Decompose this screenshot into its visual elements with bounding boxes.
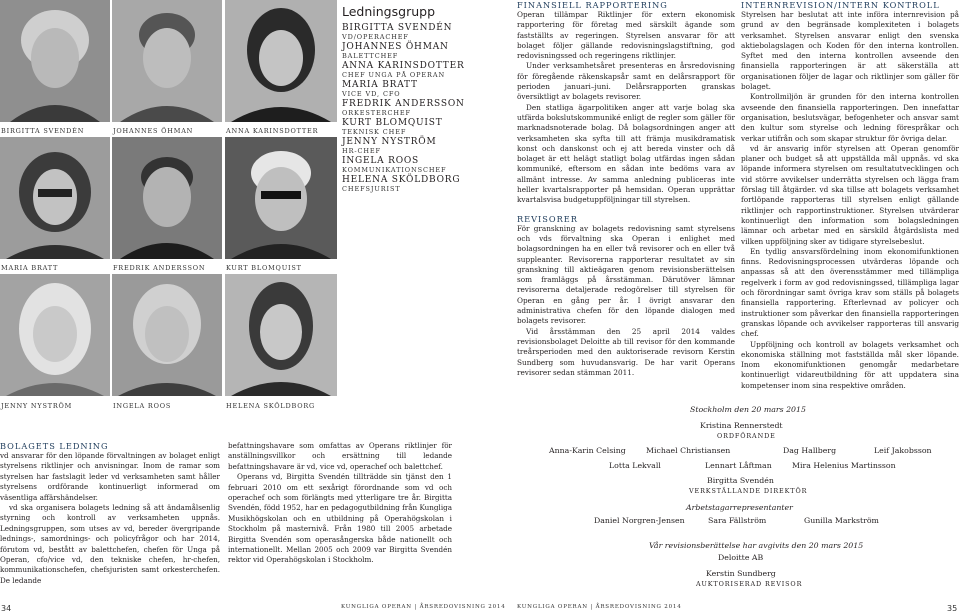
section-heading: BOLAGETS LEDNING	[0, 441, 109, 451]
paragraph: En tydlig ansvarsfördelning inom ekonomifunktionen finns. Redovisningsprocessen utvärderas löpande och anpassas så att den överensstämmer med tillämpliga regelverk i form av god redovisningssed, tillämpliga lagar och förordningar samt övriga krav som ställs på bolagets finansiella rapportering. Efterlevnad av policyer och instruktioner som påverkar den finansiella rapporteringen granskas löpande och avvikelser rapporteras till ansvarig chef.	[741, 246, 959, 339]
paragraph: Styrelsen har beslutat att inte införa internrevision på grund av den begränsade komplexiteten i bolagets verksamhet. Styrelsen ansvarar enligt den svenska aktiebolagslagen och Koden för den interna kontrollen. Syftet med den interna kontrollen avseende den finansiella rapporteringen är att säkerställa att organisationen följer de lagar och riktlinjer som gäller för bolaget.	[741, 10, 959, 92]
paragraph: Kontrollmiljön är grunden för den interna kontrollen avseende den finansiella rapporteringen. Den innefattar organisation, beslutsvägar, befogenheter och ansvar samt den kultur som styrelse och ledning förespråkar och verkar utifrån och som skapar struktur för övriga delar.	[741, 92, 959, 143]
page-number-left: 34	[1, 604, 12, 613]
member-role: TEKNISK CHEF	[342, 128, 407, 136]
financial-reporting-column	[517, 0, 735, 378]
signature-name: Anna-Karin Celsing	[549, 446, 626, 455]
photo-caption: BIRGITTA SVENDÉN	[1, 127, 85, 135]
paragraph: Operan tillämpar Riktlinjer för extern ekonomisk rapportering för företag med särskilt ägande som fastställts av regeringen. Styrelsen ansvarar för att bolaget följer gällande redovisningslagstiftning, god redovisningssed och regeringens riktlinjer.	[517, 10, 735, 61]
management-list	[342, 4, 502, 195]
member-name: BIRGITTA SVENDÉN	[342, 23, 453, 33]
paragraph: vd ska organisera bolagets ledning så att ändamålsenlig styrning och kontroll av verksamheten uppnås. Ledningsgruppen, som utses av vd, bereder övergripande lednings-, samordnings- och policyfrågor och har 2014, förutom vd, bestått av balettchefen, chefen för Unga på Operan, cfo/vice vd, den tekniske chefen, hr-chefen, kommunikationschefen, chefsjuristen samt orkesterchefen. De ledande	[0, 503, 220, 585]
page-number-right: 35	[947, 604, 958, 613]
member-role: VD/OPERACHEF	[342, 33, 409, 41]
portrait-kurt-blomquist	[225, 137, 337, 259]
member-role: ORKESTERCHEF	[342, 109, 411, 117]
signature-chair-title: ORDFÖRANDE	[717, 432, 776, 440]
ceo-section	[228, 441, 452, 566]
internal-control-column	[741, 0, 959, 391]
signature-name: Sara Fällström	[708, 516, 767, 525]
member-name: KURT BLOMQUIST	[342, 118, 443, 128]
paragraph: För granskning av bolagets redovisning samt styrelsens och vds förvaltning ska Operan i enlighet med bolagsordningen ha en eller två revisorer och en eller två suppleanter. Revisorerna rapporterar resultatet av sin granskning till aktieägaren genom revisionsberättelsen som framläggs på årsstämman. Därutöver lämnar revisorerna detaljerade redogörelser till styrelsen för Operan en gång per år. I övrigt ansvarar den administrativa chefen för den löpande dialogen med bolagets revisorer.	[517, 223, 735, 326]
member-name: MARIA BRATT	[342, 80, 418, 90]
paragraph: befattningshavare som omfattas av Operans riktlinjer för anställningsvillkor och ersättning till ledande befattningshavare är vd, vice vd, operachef och balettchef.	[228, 441, 452, 471]
signature-chair-name: Kristina Rennerstedt	[700, 421, 783, 430]
signature-name: Mira Helenius Martinsson	[792, 461, 896, 470]
member-role: BALETTCHEF	[342, 52, 399, 60]
member-name: ANNA KARINSDOTTER	[342, 61, 465, 71]
company-management-section	[0, 441, 220, 586]
signature-name: Leif Jakobsson	[874, 446, 932, 455]
paragraph: Den statliga ägarpolitiken anger att varje bolag ska utfärda bokslutskommuniké enligt de regler som gäller för marknadsnoterade bolag. Då bolagsordningen anger att verksamheten ska syfta till att främja musikdramatisk konst och danskonst och ej att bereda vinster och då bolaget är ett helägt statligt bolag utfärdas ingen sådan kommuniké, eftersom en sådan inte bedöms vara av allmänt intresse. Av samma anledning publiceras inte heller kvartalsrapporter på hemsidan. Operan upprättar kvartalsvisa budgetuppföljningar till styrelsen.	[517, 102, 735, 205]
member-name: FREDRIK ANDERSSON	[342, 99, 465, 109]
signature-name: Dag Hallberg	[783, 446, 837, 455]
portrait-maria-bratt	[0, 137, 110, 259]
section-heading: REVISORER	[517, 213, 578, 224]
paragraph: Operans vd, Birgitta Svendén tillträdde sin tjänst den 1 februari 2010 om ett sexårigt förordnande som vd och operachef och som förlängts med ytterligare tre år. Birgitta Svendén, född 1952, har en pedagogutbildning från Kungliga Musikhögskolan och en utbildning på Operahögskolan i Stockholm på masternivå. Från 1980 till 2005 arbetade Birgitta Svendén som operasångerska både nationellt och internationellt. Mellan 2005 och 2009 var Birgitta Svendén rektor vid Operahögskolan i Stockholm.	[228, 472, 452, 565]
auditor-title: AUKTORISERAD REVISOR	[696, 580, 803, 588]
photo-caption: JOHANNES ÖHMAN	[113, 127, 194, 135]
portrait-johannes-ohman	[112, 0, 222, 122]
signature-ceo-title: VERKSTÄLLANDE DIREKTÖR	[689, 487, 808, 495]
signature-name: Michael Christiansen	[646, 446, 731, 455]
employee-reps-heading: Arbetstagarrepresentanter	[686, 503, 793, 512]
portrait-fredrik-andersson	[112, 137, 222, 259]
member-role: HR-CHEF	[342, 147, 381, 155]
member-role: VICE VD, CFO	[342, 90, 401, 98]
member-role: KOMMUNIKATIONSCHEF	[342, 166, 447, 174]
auditor-name: Kerstin Sundberg	[706, 569, 776, 578]
portrait-birgitta-svenden	[0, 0, 110, 122]
signature-ceo-name: Birgitta Svendén	[707, 476, 774, 485]
paragraph: Under verksamhetsåret presenteras en årsredovisning för föregående räkenskapsår samt en delårsrapport för perioden januari–juni. Delårsrapporten granskas översiktligt av bolagets revisorer.	[517, 61, 735, 102]
member-role: CHEFSJURIST	[342, 185, 401, 193]
signature-name: Gunilla Markström	[804, 516, 879, 525]
photo-caption: INGELA ROOS	[113, 402, 172, 410]
member-name: JENNY NYSTRÖM	[342, 137, 437, 147]
photo-caption: HELENA SKÖLDBORG	[226, 402, 316, 410]
running-footer-left: KUNGLIGA OPERAN | ÅRSREDOVISNING 2014	[341, 604, 506, 610]
portrait-helena-skoldborg	[225, 274, 337, 396]
portrait-anna-karinsdotter	[225, 0, 337, 122]
signature-name: Daniel Norgren-Jensen	[594, 516, 685, 525]
section-heading: FINANSIELL RAPPORTERING	[517, 0, 668, 10]
signature-name: Lotta Lekvall	[609, 461, 661, 470]
section-heading: INTERNREVISION/INTERN KONTROLL	[741, 0, 940, 10]
member-name: INGELA ROOS	[342, 156, 420, 166]
running-footer-right: KUNGLIGA OPERAN | ÅRSREDOVISNING 2014	[517, 604, 682, 610]
paragraph: Vid årsstämman den 25 april 2014 valdes revisionsbolaget Deloitte ab till revisor för den kommande treårsperioden med den auktoriserade revisorn Kerstin Sundberg som huvudansvarig. De har varit Operans revisorer sedan stämman 2011.	[517, 326, 735, 377]
portrait-ingela-roos	[112, 274, 222, 396]
audit-note: Vår revisionsberättelse har avgivits den 20 mars 2015	[649, 541, 864, 550]
paragraph: vd är ansvarig inför styrelsen att Operan genomför planer och budget så att uppställda mål uppnås. vd ska löpande informera styrelsen om resultatutvecklingen och vid större avvikelser underrätta styrelsen och lägga fram förslag till åtgärder. vd ska tillse att bolagets verksamhet fortlöpande rapporteras till styrelsen enligt gällande riktlinjer och rapportinstruktioner. Styrelsen utvärderar kontinuerligt den information som bolagsledningen lämnar och arbetar med en särskild åtgärdslista med vilken uppföljning sker av tidigare styrelsebeslut.	[741, 143, 959, 246]
photo-caption: MARIA BRATT	[1, 264, 59, 272]
audit-firm: Deloitte AB	[718, 553, 764, 562]
signature-place-date: Stockholm den 20 mars 2015	[690, 405, 806, 414]
photo-caption: FREDRIK ANDERSSON	[113, 264, 206, 272]
signature-name: Lennart Låftman	[705, 461, 772, 470]
member-name: JOHANNES ÖHMAN	[342, 42, 449, 52]
member-name: HELENA SKÖLDBORG	[342, 175, 461, 185]
portrait-jenny-nystrom	[0, 274, 110, 396]
photo-caption: JENNY NYSTRÖM	[1, 402, 73, 410]
photo-caption: KURT BLOMQUIST	[226, 264, 302, 272]
photo-caption: ANNA KARINSDOTTER	[226, 127, 319, 135]
management-title: Ledningsgrupp	[342, 4, 435, 19]
paragraph: Uppföljning och kontroll av bolagets verksamhet och ekonomiska ställning mot fastställda mål sker löpande. Inom ekonomifunktionen genomgår medarbetare kontinuerligt vidareutbildning för att uppdatera sina kompetenser inom sina respektive områden.	[741, 339, 959, 390]
paragraph: vd ansvarar för den löpande förvaltningen av bolaget enligt styrelsens riktlinjer och anvisningar. Inom de ramar som styrelsen har fastslagit leder vd verksamheten samt håller styrelsens ordförande kontinuerligt informerad om väsentliga affärshändelser.	[0, 451, 220, 502]
member-role: CHEF UNGA PÅ OPERAN	[342, 71, 446, 79]
